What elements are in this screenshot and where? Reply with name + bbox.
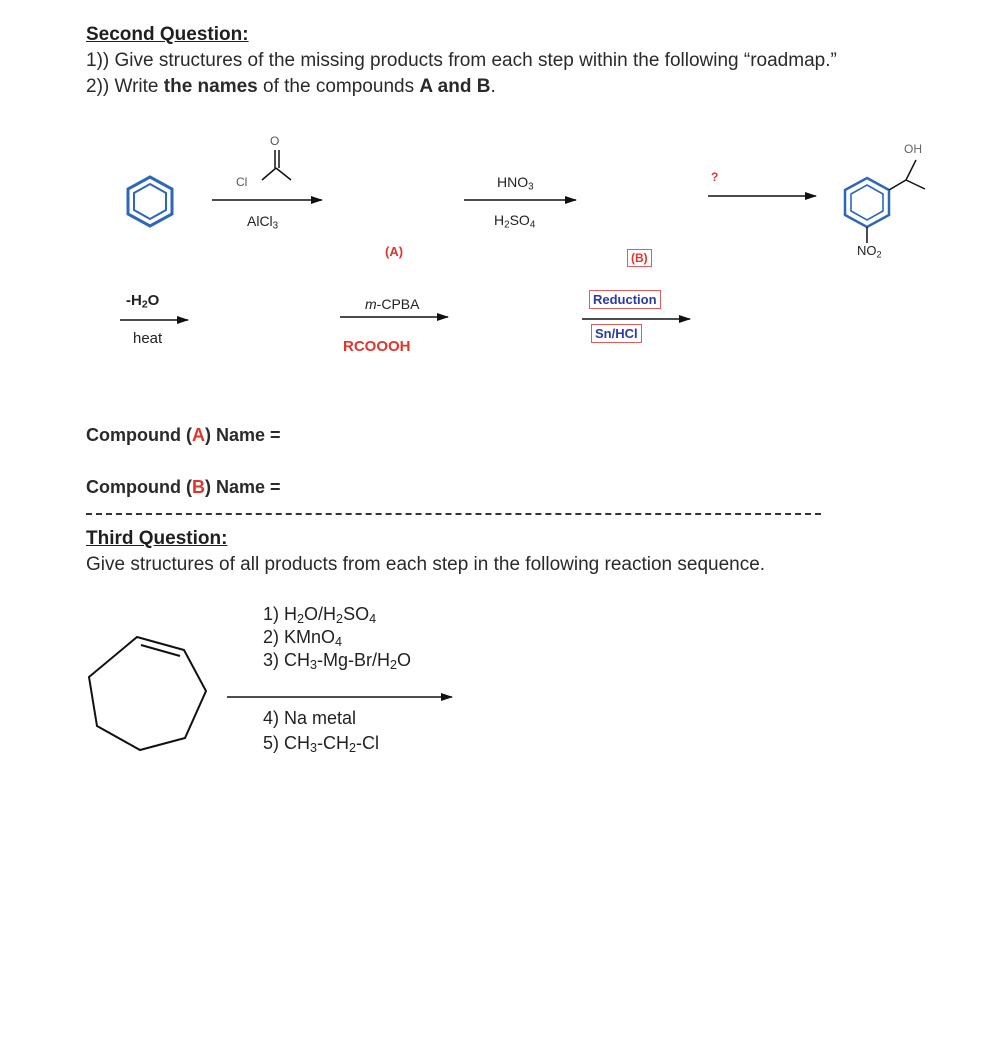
second-question-heading: Second Question: [86, 24, 249, 45]
sequence-step-4: 4) Na metal [263, 708, 357, 728]
third-question-heading: Third Question: [86, 528, 228, 549]
hydroxyl-label: OH [904, 142, 922, 156]
benzene-structure [128, 177, 172, 226]
mcpba-label: m-CPBA [365, 296, 420, 312]
alcl3-label: AlCl$_3$ [247, 213, 279, 232]
rcoooh-label: RCOOOH [343, 338, 411, 355]
reduction-label: Reduction [589, 290, 661, 309]
cycloheptene-structure [89, 637, 206, 750]
question-line-2: 2)) Write the names of the compounds A and B. [86, 76, 496, 97]
compound-a-label: (A) [385, 244, 404, 259]
compound-a-name: Compound (A) Name = [86, 425, 281, 445]
dehydration-label: $-H_2O$ [126, 292, 160, 311]
sequence-step-2: 2) KMnO$_4$ [263, 627, 343, 650]
heat-label: heat [133, 330, 163, 347]
sequence-step-3: 3) $CH_3-Mg-Br/H_2O$ [263, 650, 412, 673]
compound-b-label: (B) [627, 249, 652, 267]
sequence-step-1: 1) $H_2O/H_2SO_4$ [263, 604, 377, 627]
unknown-reagent-label: ? [711, 170, 719, 184]
compound-b-name: Compound (B) Name = [86, 477, 281, 497]
nitro-alcohol-structure [845, 178, 889, 227]
nitro-label: $NO_2$ [857, 243, 882, 260]
third-question-instruction: Give structures of all products from each step in the following reaction sequence. [86, 554, 766, 575]
sn-hcl-label: Sn/HCl [591, 324, 642, 343]
hno3-label: $HNO_3$ [497, 174, 534, 193]
chlorine-label: Cl [236, 175, 248, 189]
sequence-step-5: 5) $CH_3-CH_2-Cl$ [263, 733, 380, 756]
question-line-1: 1)) Give structures of the missing products from each step within the following “roadmap.” [86, 50, 837, 71]
h2so4-label: $H_2SO_4$ [494, 212, 536, 231]
acetyl-chloride-structure [262, 150, 291, 180]
section-divider [86, 513, 821, 515]
oxygen-label: O [270, 134, 280, 148]
